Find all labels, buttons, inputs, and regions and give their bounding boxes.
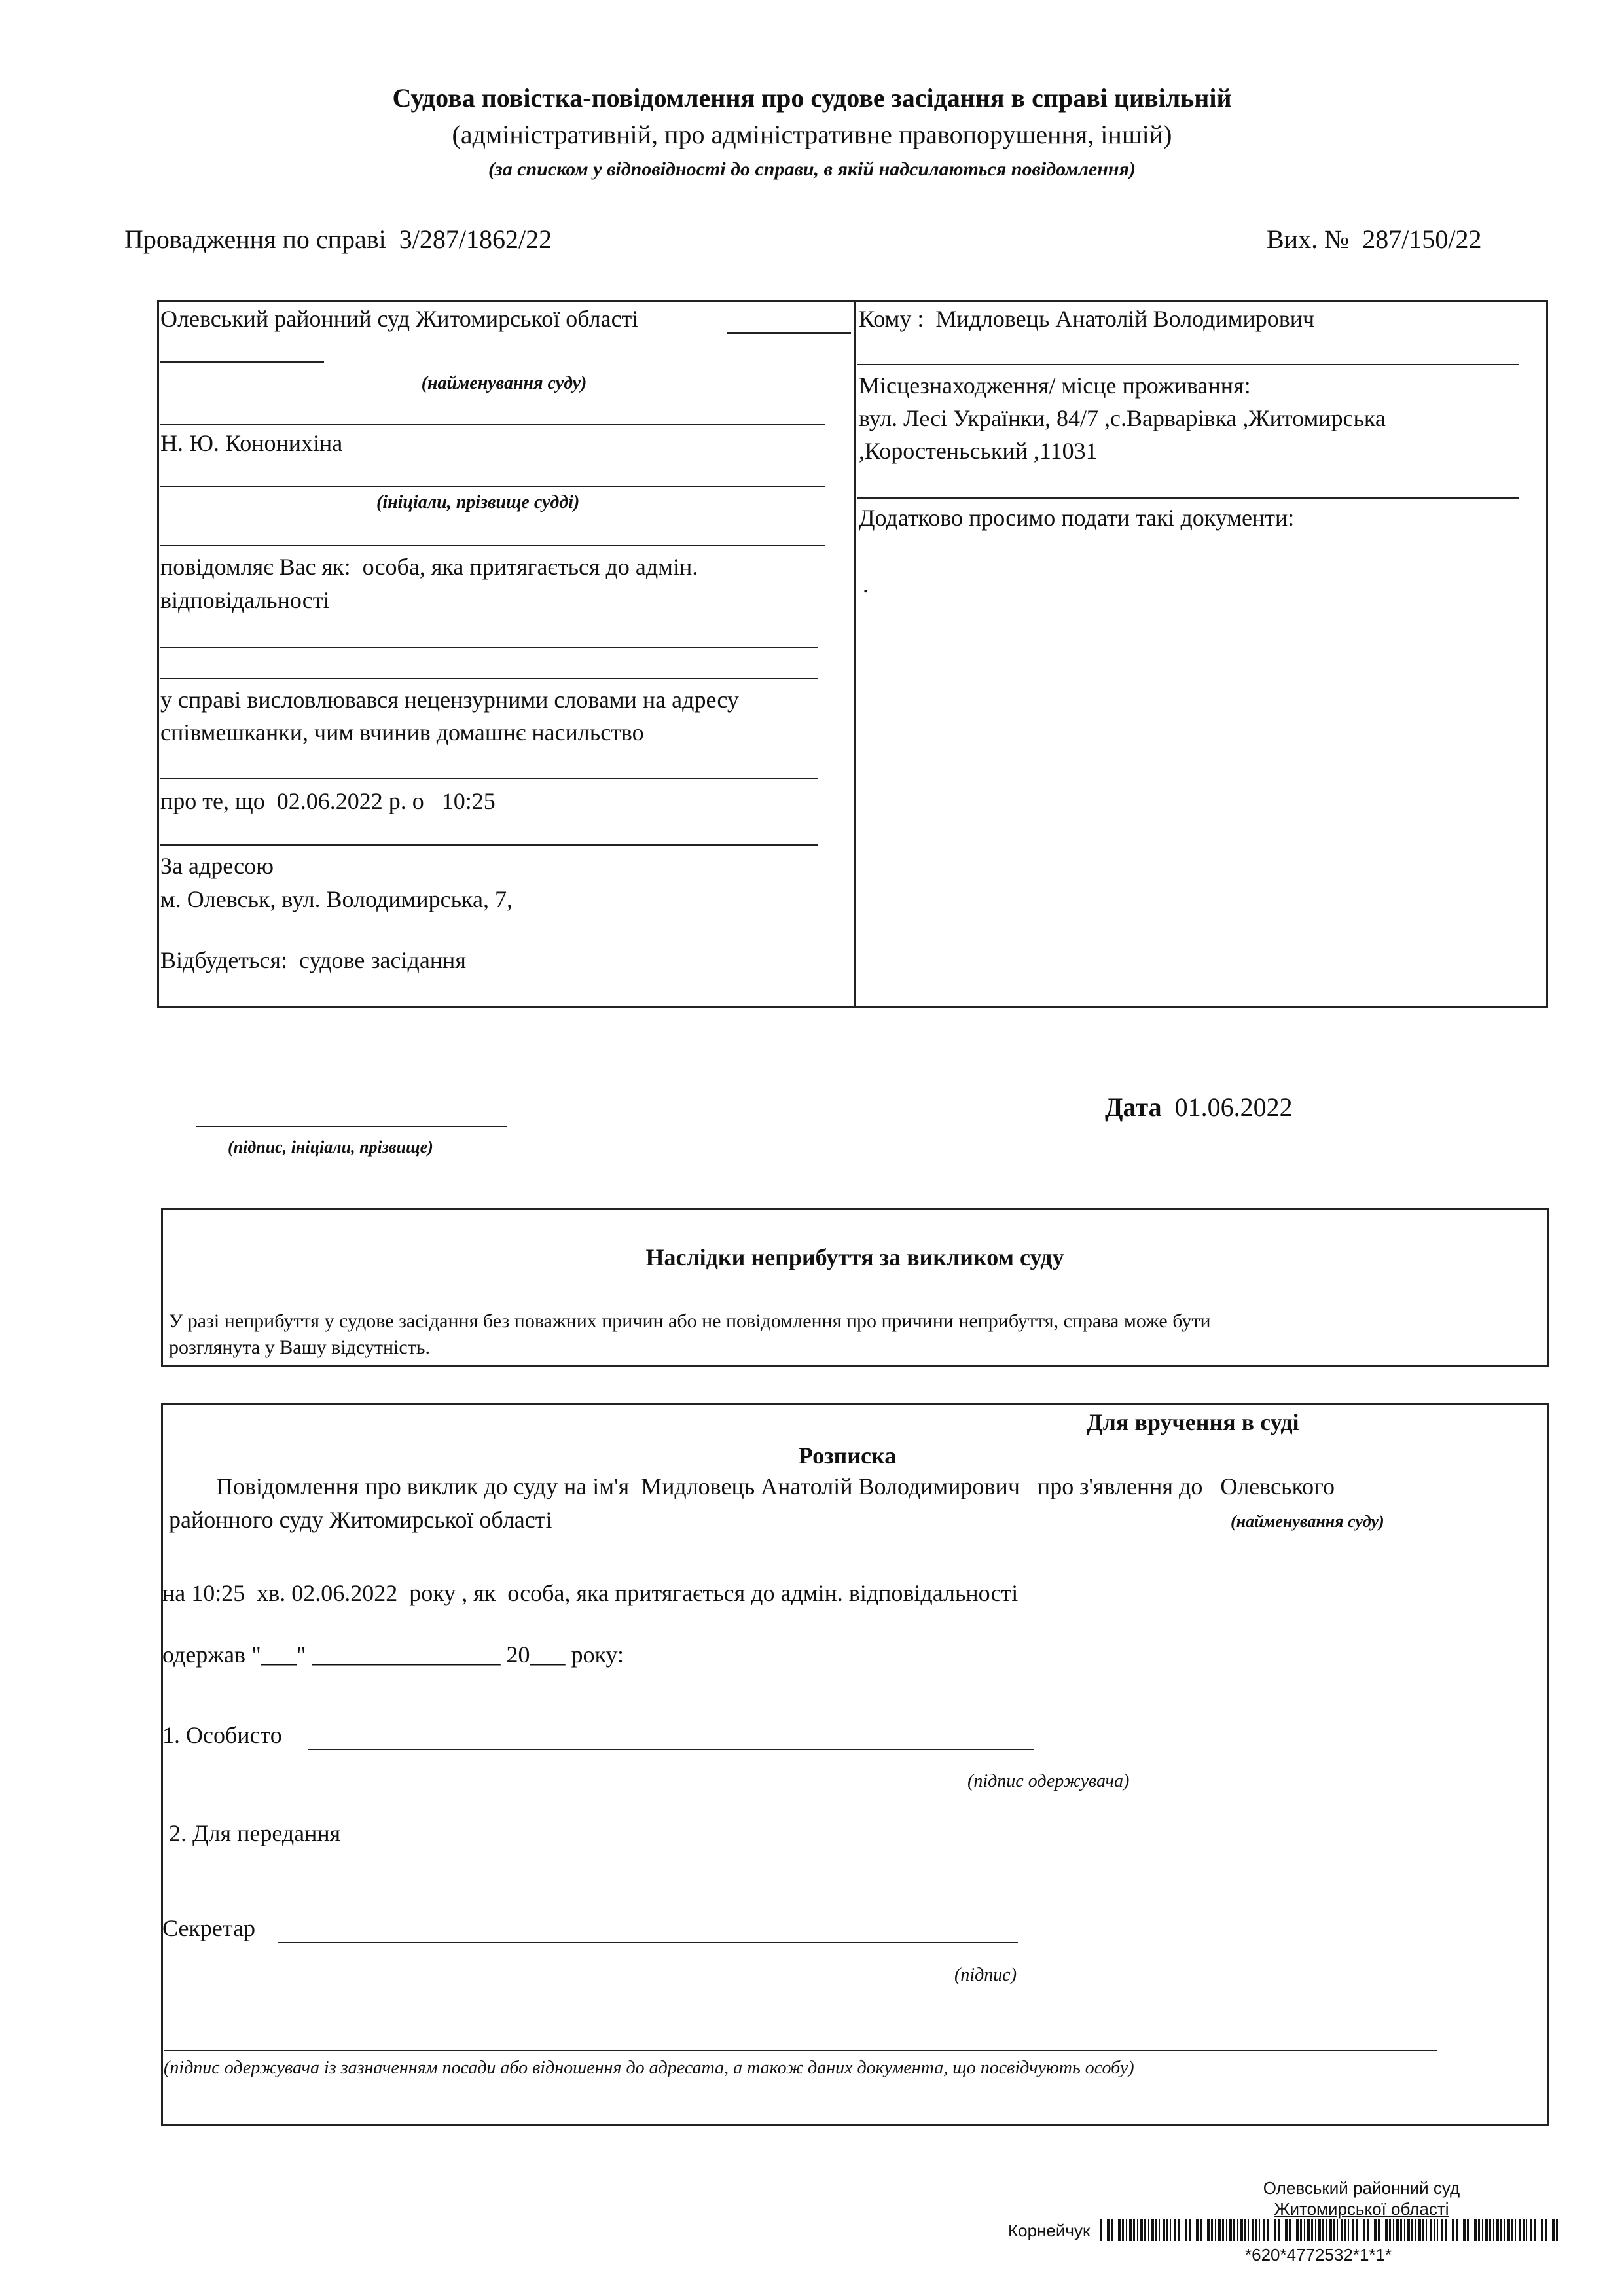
court-underline-2: [160, 361, 324, 363]
recipient-address-2: ,Коростеньський ,11031: [859, 438, 1098, 464]
court-caption: (найменування суду): [421, 373, 587, 393]
case-label: Провадження по справі: [124, 224, 386, 254]
receipt-line-3: [162, 1579, 1018, 1607]
case-description-rule: [160, 778, 818, 779]
secretary-label: Секретар: [162, 1915, 256, 1941]
recipient-line: [859, 305, 1314, 332]
court-name: Олевський районний суд Житомирської області: [160, 306, 639, 332]
out-label: Вих. №: [1267, 224, 1350, 254]
signature-caption: (підпис, ініціали, прізвище): [228, 1138, 433, 1157]
judge-caption: (ініціали, прізвище судді): [376, 492, 580, 512]
location-label: Місцезнаходження/ місце проживання:: [859, 372, 1251, 399]
consequences-text-2: розглянута у Вашу відсутність.: [169, 1336, 430, 1358]
for-court-label: Для вручення в суді: [1087, 1409, 1299, 1435]
receipt-min: хв.: [257, 1580, 286, 1606]
event-label: Відбудеться:: [160, 947, 287, 973]
judge-name: Н. Ю. Кононихіна: [160, 430, 343, 456]
notifies-line: [160, 553, 698, 581]
stamp-court-2: Житомирської області: [1274, 2199, 1449, 2219]
address-label: За адресою: [160, 853, 274, 879]
receipt-name: Мидловець Анатолій Володимирович: [641, 1473, 1020, 1499]
documents-value: .: [863, 571, 869, 598]
issue-date: [1105, 1092, 1293, 1122]
receipt-appear: про з'явлення до: [1037, 1473, 1203, 1499]
receipt-bottom-caption: (підпис одержувача із зазначенням посади або відношення до адресата, а також даних документа, що посвідчують особу): [164, 2058, 1134, 2078]
recipient-label: Кому :: [859, 306, 924, 332]
judge-rule: [160, 545, 825, 546]
datetime-rule: [160, 844, 818, 846]
stamp-court-1: Олевський районний суд: [1263, 2178, 1460, 2198]
receipt-role: особа, яка притягається до адмін. відповідальності: [507, 1580, 1019, 1606]
notifies-label: повідомляє Вас як:: [160, 554, 351, 580]
barcode-code: *620*4772532*1*1*: [1245, 2245, 1392, 2265]
secretary-signature-line: [278, 1942, 1018, 1943]
about-time: 10:25: [441, 788, 496, 814]
consequences-title: Наслідки неприбуття за викликом суду: [645, 1244, 1064, 1270]
document-note: (за списком у відповідності до справи, в якій надсилаються повідомлення): [488, 158, 1136, 180]
case-number: 3/287/1862/22: [399, 224, 552, 254]
address-value: м. Олевськ, вул. Володимирська, 7,: [160, 886, 513, 912]
barcode: [1100, 2219, 1558, 2241]
judge-underline: [160, 486, 825, 487]
about-label: про те, що: [160, 788, 265, 814]
court-rule: [160, 424, 825, 425]
receipt-intro: Повідомлення про виклик до суду на ім'я: [216, 1473, 630, 1499]
case-description-1: у справі висловлювався нецензурними словами на адресу: [160, 687, 739, 713]
receipt-time: 10:25: [191, 1580, 245, 1606]
date-value: 01.06.2022: [1174, 1092, 1293, 1122]
recipient-rule: [857, 364, 1519, 365]
case-proceedings: [124, 224, 552, 255]
recipient-signature-caption: (підпис одержувача): [967, 1771, 1130, 1791]
event-line: [160, 946, 466, 974]
receipt-court-caption: (найменування суду): [1231, 1512, 1384, 1531]
address-rule: [857, 497, 1519, 499]
receipt-year: року , як: [409, 1580, 496, 1606]
out-number: 287/150/22: [1362, 224, 1482, 254]
receipt-bottom-line: [164, 2050, 1437, 2051]
received-line: одержав "___" ________________ 20___ року:: [162, 1641, 624, 1668]
notifies-value-2: відповідальності: [160, 587, 330, 613]
hearing-datetime: [160, 787, 496, 815]
recipient-name: Мидловець Анатолій Володимирович: [935, 306, 1315, 332]
outgoing-number: [1267, 224, 1481, 255]
receipt-title: Розписка: [799, 1443, 897, 1469]
receipt-court-2: районного суду Житомирської області: [169, 1507, 552, 1533]
receipt-date: 02.06.2022: [291, 1580, 398, 1606]
secretary-signature-caption: (підпис): [954, 1965, 1017, 1985]
personal-label: 1. Особисто: [162, 1722, 282, 1748]
documents-label: Додатково просимо подати такі документи:: [859, 505, 1295, 531]
transfer-label: 2. Для передання: [169, 1820, 341, 1846]
signature-line: [196, 1126, 507, 1127]
date-label: Дата: [1105, 1092, 1162, 1122]
receipt-line-1: [216, 1473, 1335, 1500]
clerk-name: Корнейчук: [1008, 2221, 1091, 2240]
recipient-address-1: вул. Лесі Українки, 84/7 ,с.Варварівка ,Житомирська: [859, 405, 1386, 431]
notifies-rule: [160, 647, 818, 648]
personal-signature-line: [308, 1749, 1034, 1750]
case-description-2: співмешканки, чим вчинив домашнє насильство: [160, 719, 644, 745]
notifies-rule-2: [160, 678, 818, 679]
event-value: судове засідання: [299, 947, 466, 973]
column-divider: [854, 300, 856, 1008]
document-title: Судова повістка-повідомлення про судове засідання в справі цивільній: [392, 83, 1232, 113]
notifies-value: особа, яка притягається до адмін.: [362, 554, 698, 580]
receipt-on: на: [162, 1580, 186, 1606]
court-underline-tail: [727, 332, 851, 334]
consequences-text-1: У разі неприбуття у судове засідання без поважних причин або не повідомлення про причини неприбуття, справа може бути: [169, 1310, 1211, 1332]
about-date: 02.06.2022 р. о: [276, 788, 424, 814]
document-subtitle: (адміністративній, про адміністративне правопорушення, іншій): [452, 120, 1172, 149]
receipt-court-1: Олевського: [1220, 1473, 1335, 1499]
